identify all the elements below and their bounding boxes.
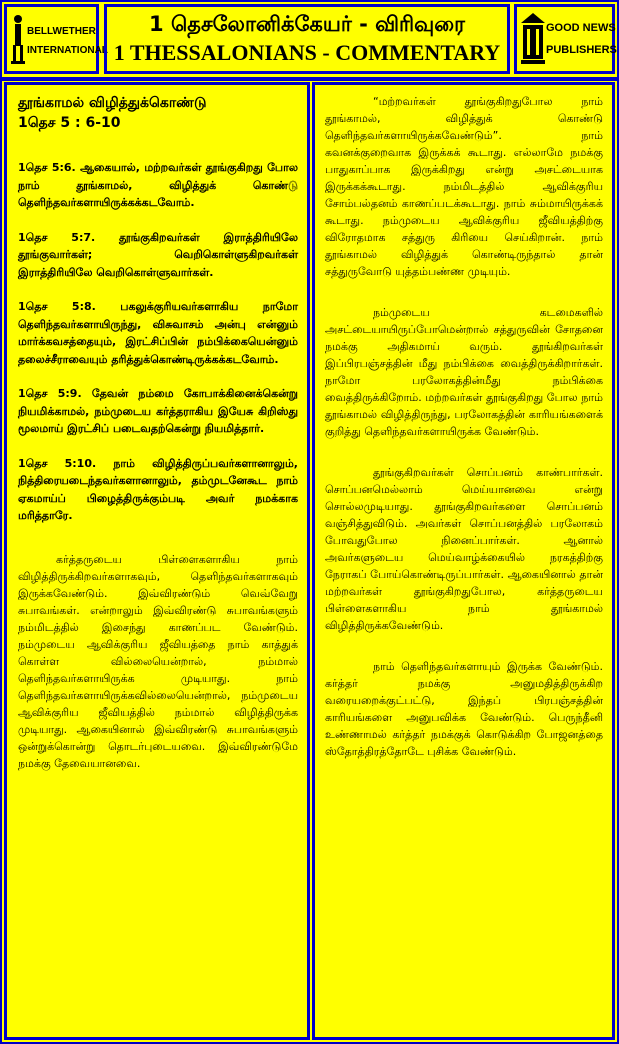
verse-5-7: 1தெச 5:7. தூங்குகிறவர்கள் இராத்திரியிலே தூங்குவார்கள்; வெறிகொள்ளுகிறவர்கள் இராத்திரியிலே வெறிகொள்ளுவார்கள்.: [18, 230, 298, 279]
logo-left-line1: BELLWETHER: [27, 26, 96, 37]
heading-title: தூங்காமல் விழித்துக்கொண்டு: [18, 95, 207, 111]
title-tamil: 1 தெசலோனிக்கேயர் - விரிவுரை: [149, 12, 465, 36]
left-column: [4, 82, 310, 1040]
title-english: 1 THESSALONIANS - COMMENTARY: [113, 40, 501, 65]
header: [0, 0, 619, 82]
good-news-logo: [514, 4, 615, 74]
logo-right-line2: PUBLISHERS: [546, 44, 617, 56]
verse-5-8: 1தெச 5:8. பகலுக்குரியவர்களாகிய நாமோ தெளிந்தவர்களாயிருந்து, விசுவாசம் அன்பு என்னும் மார்க்கவசத்தையும், இரட்சிப்பின் நம்பிக்கையென்னும் தலைச்சீராவையும் தரித்துக்கொண்டிருக்கக்கடவோம்.: [18, 300, 298, 366]
header-divider: [0, 77, 619, 81]
heading-reference: 1தெச 5 : 6-10: [18, 115, 121, 131]
logo-left-line2: INTERNATIONAL: [27, 45, 108, 56]
commentary-paragraph: கர்த்தருடைய பிள்ளைகளாகிய நாம் விழித்திருக்கிறவர்களாகவும், தெளிந்தவர்களாகவும் இருக்கவேண்டும். இவ்விரண்டும் வெவ்வேறு சுபாவங்கள். என்றாலும் இவ்விரண்டு சுபாவங்களும் நம்மிடத்தில் இசைந்து காணப்பட வேண்டும். நம்முடைய ஆவிக்குரிய ஜீவியத்தை நாம் காத்துக் கொள்ள வில்லையென்றால், நம்மால் தெளிந்தவர்களாயிருக்க முடியாது. நாம் தெளிந்தவர்களாயிருக்கவில்லையென்றால், நம்முடைய ஆவிக்குரிய ஜீவியத்தில் நம்மால் விழித்திருக்க முடியாது. ஆகையினால் இவ்விரண்டு சுபாவங்களும் ஒன்றுக்கொன்று தொடர்புடையவை. இவ்விரண்டுமே நமக்கு தேவையானவை.: [18, 552, 298, 770]
commentary-paragraph: “மற்றவர்கள் தூங்குகிறதுபோல நாம் தூங்காமல், விழித்துக் கொண்டு தெளிந்தவர்களாயிருக்கவேண்டும்”. நாம் கவனக்குறைவாக இருக்கக் கூடாது. எல்லாமே நமக்கு பாதுகாப்பாக இருக்கிறது என்று அசட்டையாக இருக்கக்கூடாது. நம்மிடத்தில் ஆவிக்குரிய சோம்பல்தனம் காணப்படக்கூடாது. நாம் சும்மாயிருக்கக் கூடாது. நம்முடைய ஆவிக்குரிய ஜீவியத்திற்கு விரோதமாக சத்துரு கிரியை செய்கிறான். நாம் தூங்காமல் விழித்துக் கொண்டிருந்தால் தான் சத்துருவோடு யுத்தம்பண்ண முடியும்.: [325, 95, 603, 278]
section-heading: [18, 93, 298, 133]
commentary-paragraph: தூங்குகிறவர்கள் சொப்பனம் காண்பார்கள். சொப்பனமெல்லாம் மெய்யானவை என்று சொல்லமுடியாது. தூங்குகிறவர்களை சொப்பனம் வஞ்சித்துவிடும். அவர்கள் சொப்பனத்தில் பரலோகம் போவதுபோல நினைப்பார்கள். ஆனால் அவர்களுடைய மெய்வாழ்க்கையில் நரகத்திற்கு நேராகப் போய்கொண்டிருப்பார்கள். ஆகையினால் தான் மற்றவர்கள் தூங்குகிறதுபோல, கர்த்தருடைய பிள்ளைகளாகிய நாம் தூங்காமல் விழித்திருக்கவேண்டும்.: [325, 466, 603, 632]
title-box: [104, 4, 510, 74]
logo-right-line1: GOOD NEWS: [546, 22, 616, 34]
commentary-paragraph: நம்முடைய கடமைகளில் அசட்டையாயிருப்போமென்றால் சத்துருவின் சோதனை நமக்கு அதிகமாய் வரும். தூங்கிறவர்கள் இப்பிரபஞ்சத்தின் மீது நம்பிக்கை வைத்திருக்கிறார்கள். நாமோ பரலோகத்தின்மீது நம்பிக்கை வைத்திருக்கிறோம். மற்றவர்கள் தூங்குகிறது போல நாம் தூங்காமல் விழித்திருந்து, பரலோகத்தின் காரியங்களைக் குறித்து தெளிந்தவர்களாயிருக்க வேண்டும்.: [325, 306, 603, 438]
right-column: [312, 82, 615, 1040]
commentary-paragraph: நாம் தெளிந்தவர்களாயும் இருக்க வேண்டும். கர்த்தர் நமக்கு அனுமதித்திருக்கிற வரையறைக்குட்பட்டு, இந்தப் பிரபஞ்சத்தின் காரியங்களை அனுபவிக்க வேண்டும். பெருந்தீனி உண்ணாமல் கர்த்தர் நமக்குக் கொடுக்கிற போஜனத்தை ஸ்தோத்திரத்தோடே புசிக்க வேண்டும்.: [325, 660, 603, 758]
logo-left-text: [27, 22, 108, 60]
building-icon: [521, 13, 545, 65]
verse-5-6: 1தெச 5:6. ஆகையால், மற்றவர்கள் தூங்குகிறது போல நாம் தூங்காமல், விழித்துக் கொண்டு தெளிந்தவர்களாயிருக்கக்கடவோம்.: [18, 161, 298, 209]
logo-right-text: [546, 17, 617, 61]
bellwether-logo: [4, 4, 108, 74]
verse-5-10: 1தெச 5:10. நாம் விழித்திருப்பவர்களானாலும், நித்திரையடைந்தவர்களானாலும், தம்முடனேகூட நாம் ஏகமாய்ப் பிழைத்திருக்கும்படி அவர் நமக்காக மரித்தாரே.: [18, 456, 298, 522]
verse-5-9: 1தெச 5:9. தேவன் நம்மை கோபாக்கினைக்கென்று நியமிக்காமல், நம்முடைய கர்த்தராகிய இயேசு கிறிஸ்து மூலமாய் இரட்சிப் படைவதற்கென்று நியமித்தார்.: [18, 387, 298, 435]
bellwether-figure-icon: [11, 13, 25, 65]
